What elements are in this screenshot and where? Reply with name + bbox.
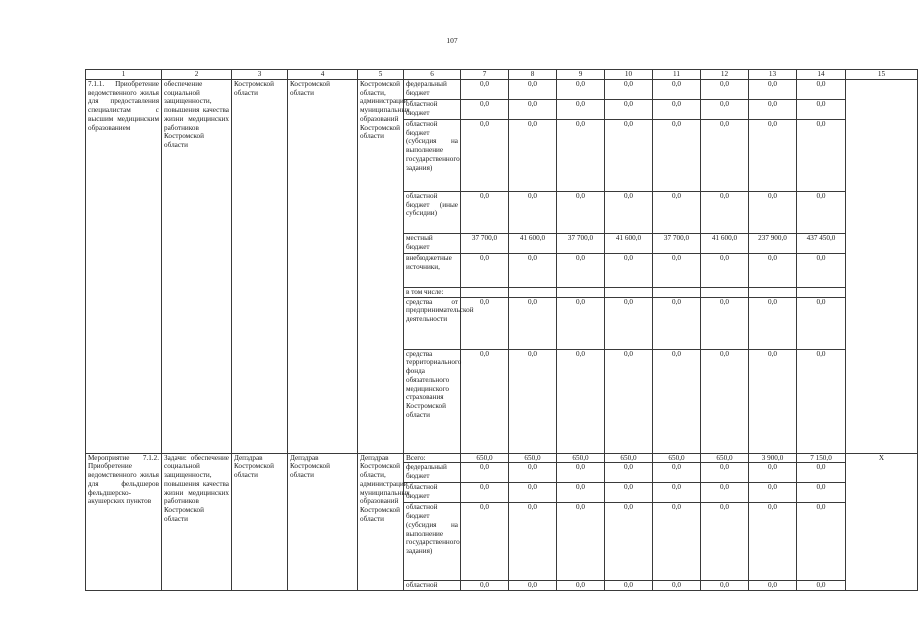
value-cell: 0,0 [749,349,797,453]
value-cell: 0,0 [461,100,509,120]
value-cell: 0,0 [509,581,557,591]
value-cell: 0,0 [605,100,653,120]
value-cell: 0,0 [653,349,701,453]
cell-c15: X [846,453,918,590]
value-cell: 0,0 [605,463,653,483]
value-cell: 0,0 [509,297,557,349]
value-cell [653,288,701,298]
value-cell: 0,0 [797,192,846,234]
value-cell: 0,0 [749,100,797,120]
value-cell: 41 600,0 [509,234,557,254]
table-row [86,80,918,100]
funding-source: областной бюджет (субсидия на выполнение государственного задания) [404,503,461,581]
cell-c1: Мероприятие 7.1.2. Приобретение ведомственного жилья для фельдшеров фельдшерско-акушерских пунктов [86,453,162,590]
column-header: 9 [557,70,605,80]
value-cell: 0,0 [749,120,797,192]
value-cell: 650,0 [557,453,605,463]
value-cell: 0,0 [701,349,749,453]
value-cell: 0,0 [605,581,653,591]
value-cell: 0,0 [749,503,797,581]
value-cell: 650,0 [509,453,557,463]
funding-source: областной бюджет (иные субсидии) [404,192,461,234]
value-cell: 0,0 [557,120,605,192]
column-header: 7 [461,70,509,80]
value-cell: 650,0 [461,453,509,463]
value-cell: 0,0 [557,80,605,100]
value-cell: 0,0 [461,80,509,100]
value-cell: 37 700,0 [653,234,701,254]
value-cell: 0,0 [701,581,749,591]
value-cell: 0,0 [509,100,557,120]
value-cell: 0,0 [797,120,846,192]
value-cell: 0,0 [461,503,509,581]
value-cell: 0,0 [797,463,846,483]
value-cell: 0,0 [749,463,797,483]
table-row [86,453,918,463]
value-cell: 0,0 [509,120,557,192]
funding-source: средства от предпринимательской деятельности [404,297,461,349]
funding-source: областной бюджет (субсидия на выполнение государственного задания) [404,120,461,192]
value-cell: 0,0 [461,463,509,483]
value-cell: 0,0 [509,503,557,581]
column-header: 15 [846,70,918,80]
column-header: 3 [232,70,288,80]
value-cell: 0,0 [701,483,749,503]
value-cell: 0,0 [557,192,605,234]
funding-source: внебюджетные источники, [404,254,461,288]
value-cell: 0,0 [701,297,749,349]
column-header: 13 [749,70,797,80]
value-cell: 41 600,0 [605,234,653,254]
value-cell: 0,0 [557,483,605,503]
value-cell: 0,0 [797,297,846,349]
value-cell: 0,0 [749,254,797,288]
value-cell: 0,0 [701,80,749,100]
column-header: 1 [86,70,162,80]
column-header: 5 [358,70,404,80]
value-cell: 437 450,0 [797,234,846,254]
value-cell: 0,0 [653,463,701,483]
value-cell [461,288,509,298]
value-cell: 0,0 [461,297,509,349]
value-cell: 0,0 [749,297,797,349]
value-cell: 650,0 [653,453,701,463]
value-cell: 0,0 [749,581,797,591]
column-header: 2 [162,70,232,80]
value-cell: 0,0 [653,483,701,503]
value-cell: 0,0 [605,192,653,234]
value-cell: 0,0 [557,581,605,591]
value-cell: 650,0 [701,453,749,463]
value-cell: 0,0 [605,254,653,288]
value-cell: 0,0 [797,581,846,591]
column-header: 4 [288,70,358,80]
value-cell [749,288,797,298]
value-cell: 41 600,0 [701,234,749,254]
value-cell: 0,0 [509,254,557,288]
column-header: 8 [509,70,557,80]
value-cell: 0,0 [653,581,701,591]
value-cell [557,288,605,298]
value-cell: 0,0 [701,120,749,192]
value-cell: 37 700,0 [557,234,605,254]
value-cell: 0,0 [461,192,509,234]
cell-c1: 7.1.1. Приобретение ведомственного жилья для предоставления специалистам с высшим медицинским образованием [86,80,162,454]
column-header: 6 [404,70,461,80]
funding-source: областной [404,581,461,591]
funding-source: Всего: [404,453,461,463]
value-cell: 3 900,0 [749,453,797,463]
cell-c2: обеспечение социальной защищенности, повышения качества жизни медицинских работников Костромской области [162,80,232,454]
value-cell: 0,0 [605,503,653,581]
value-cell: 37 700,0 [461,234,509,254]
value-cell: 0,0 [797,100,846,120]
value-cell: 0,0 [797,503,846,581]
value-cell: 0,0 [509,483,557,503]
value-cell: 0,0 [701,463,749,483]
value-cell: 0,0 [605,120,653,192]
cell-c4: Депздрав Костромской области [288,453,358,590]
value-cell: 0,0 [557,349,605,453]
value-cell: 0,0 [605,349,653,453]
value-cell: 0,0 [701,100,749,120]
value-cell: 0,0 [461,349,509,453]
value-cell [509,288,557,298]
value-cell: 0,0 [749,192,797,234]
value-cell: 0,0 [509,463,557,483]
value-cell: 0,0 [605,483,653,503]
cell-c3: Костромской области [232,80,288,454]
funding-source: областной бюджет [404,100,461,120]
value-cell: 650,0 [605,453,653,463]
value-cell: 0,0 [605,80,653,100]
value-cell: 0,0 [653,192,701,234]
value-cell: 0,0 [701,192,749,234]
cell-c4: Костромской области [288,80,358,454]
value-cell: 0,0 [509,80,557,100]
value-cell [701,288,749,298]
funding-source: местный бюджет [404,234,461,254]
page-number: 107 [446,36,458,45]
cell-c3: Депздрав Костромской области [232,453,288,590]
value-cell: 0,0 [749,483,797,503]
value-cell: 0,0 [701,254,749,288]
value-cell: 0,0 [461,581,509,591]
funding-source: федеральный бюджет [404,80,461,100]
value-cell: 0,0 [461,483,509,503]
value-cell: 0,0 [557,463,605,483]
funding-source: средства территориального фонда обязательного медицинского страхования Костромской области [404,349,461,453]
value-cell: 237 900,0 [749,234,797,254]
value-cell: 0,0 [797,483,846,503]
value-cell: 0,0 [797,80,846,100]
value-cell: 0,0 [509,192,557,234]
value-cell: 0,0 [509,349,557,453]
value-cell: 0,0 [653,254,701,288]
cell-c2: Задачи: обеспечение социальной защищенности, повышения качества жизни медицинских работников Костромской области [162,453,232,590]
header-row [86,70,918,80]
value-cell [797,288,846,298]
value-cell: 0,0 [701,503,749,581]
value-cell: 0,0 [653,80,701,100]
funding-source: в том числе: [404,288,461,298]
cell-c5: Депздрав Костромской области, администрации муниципальных образований Костромской области [358,453,404,590]
cell-c5: Костромской области, администрации муниципальных образований Костромской области [358,80,404,454]
funding-source: областной бюджет [404,483,461,503]
value-cell: 0,0 [797,254,846,288]
column-header: 14 [797,70,846,80]
column-header: 12 [701,70,749,80]
value-cell: 0,0 [653,100,701,120]
value-cell: 0,0 [797,349,846,453]
value-cell: 0,0 [749,80,797,100]
value-cell: 7 150,0 [797,453,846,463]
cell-c15 [846,80,918,454]
value-cell: 0,0 [557,100,605,120]
value-cell: 0,0 [557,503,605,581]
value-cell: 0,0 [557,254,605,288]
value-cell: 0,0 [461,120,509,192]
column-header: 11 [653,70,701,80]
column-header: 10 [605,70,653,80]
budget-table [85,69,918,591]
value-cell [605,288,653,298]
value-cell: 0,0 [557,297,605,349]
value-cell: 0,0 [653,503,701,581]
value-cell: 0,0 [653,297,701,349]
value-cell: 0,0 [605,297,653,349]
funding-source: федеральный бюджет [404,463,461,483]
value-cell: 0,0 [461,254,509,288]
value-cell: 0,0 [653,120,701,192]
